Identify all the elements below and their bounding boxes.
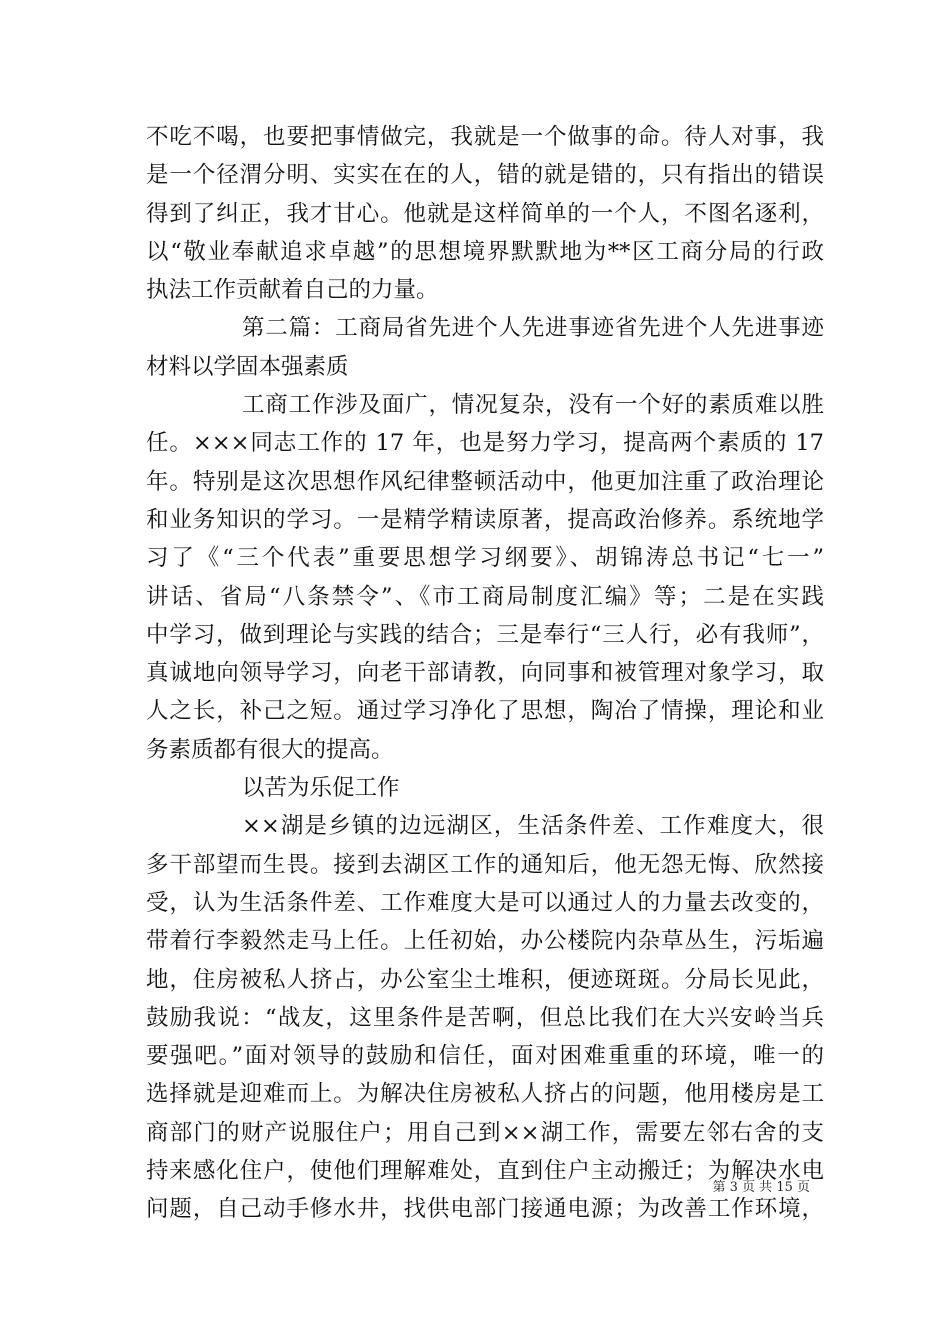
text-line: 地，住房被私人挤占，办公室尘土堆积，便迹斑斑。分局长见此， (146, 966, 824, 993)
text-line: 带着行李毅然走马上任。上任初始，办公楼院内杂草丛生，污垢遍 (146, 928, 824, 955)
page-number-footer: 第 3 页 共 15 页 (712, 1180, 810, 1195)
text-line: 工商工作涉及面广，情况复杂，没有一个好的素质难以胜 (242, 392, 824, 419)
text-line: 问题，自己动手修水井，找供电部门接通电源；为改善工作环境， (146, 1196, 824, 1223)
text-line: 执法工作贡献着自己的力量。 (146, 277, 439, 304)
text-line: 受，认为生活条件差、工作难度大是可以通过人的力量去改变的， (146, 889, 824, 916)
text-line: 得到了纠正，我才甘心。他就是这样简单的一个人，不图名逐利， (146, 200, 824, 227)
text-line: 以苦为乐促工作 (242, 775, 400, 802)
body-text (146, 118, 824, 1229)
text-line: 讲话、省局“八条禁令”、《市工商局制度汇编》等；二是在实践 (146, 583, 824, 610)
text-line: 任。×××同志工作的 17 年，也是努力学习，提高两个素质的 17 (146, 430, 824, 457)
text-line: 真诚地向领导学习，向老干部请教，向同事和被管理对象学习，取 (146, 660, 824, 687)
text-line: 鼓励我说：“战友，这里条件是苦啊，但总比我们在大兴安岭当兵 (146, 1004, 824, 1031)
text-line: 不吃不喝，也要把事情做完，我就是一个做事的命。待人对事，我 (146, 124, 824, 150)
text-line: 人之长，补己之短。通过学习净化了思想，陶冶了情操，理论和业 (146, 698, 824, 725)
text-line: 是一个径渭分明、实实在在的人，错的就是错的，只有指出的错误 (146, 162, 824, 189)
text-line: 和业务知识的学习。一是精学精读原著，提高政治修养。系统地学 (146, 506, 824, 533)
text-line: 选择就是迎难而上。为解决住房被私人挤占的问题，他用楼房是工 (146, 1081, 824, 1108)
text-line: 商部门的财产说服住户；用自己到××湖工作，需要左邻右舍的支 (146, 1119, 824, 1146)
text-line: 第二篇：工商局省先进个人先进事迹省先进个人先进事迹 (242, 315, 824, 342)
text-line: 要强吧。”面对领导的鼓励和信任，面对困难重重的环境，唯一的 (146, 1043, 824, 1070)
text-line: ××湖是乡镇的边远湖区，生活条件差、工作难度大，很 (242, 813, 824, 840)
text-line: 多干部望而生畏。接到去湖区工作的通知后，他无怨无悔、欣然接 (146, 851, 824, 878)
text-line: 务素质都有很大的提高。 (146, 736, 394, 763)
text-line: 中学习，做到理论与实践的结合；三是奉行“三人行，必有我师”， (146, 621, 824, 648)
text-line: 年。特别是这次思想作风纪律整顿活动中，他更加注重了政治理论 (146, 468, 824, 495)
text-line: 材料以学固本强素质 (146, 353, 349, 380)
text-line: 持来感化住户，使他们理解难处，直到住户主动搬迁；为解决水电 (146, 1158, 824, 1185)
text-line: 习了《“三个代表”重要思想学习纲要》、胡锦涛总书记“七一” (146, 545, 824, 572)
text-line: 以“敬业奉献追求卓越”的思想境界默默地为**区工商分局的行政 (146, 238, 824, 265)
